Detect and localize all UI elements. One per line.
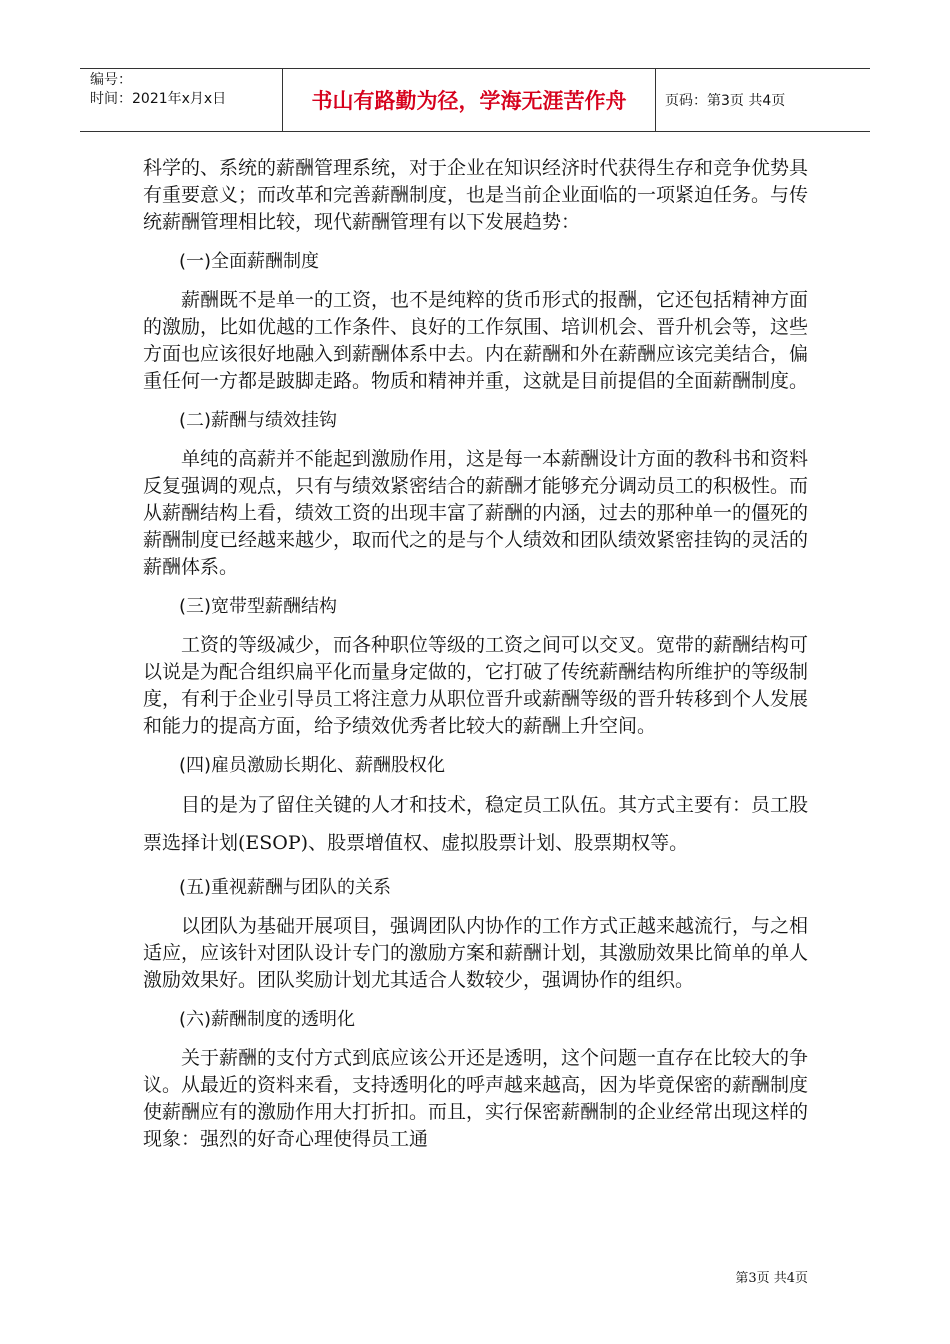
document-date: 时间：2021年x月x日 [90, 91, 227, 107]
section-heading-5: (五)重视薪酬与团队的关系 [179, 877, 392, 898]
section-heading-6: (六)薪酬制度的透明化 [179, 1009, 356, 1030]
header-page-number: 页码：第3页 共4页 [665, 93, 786, 109]
paragraph-4: 目的是为了留住关键的人才和技术，稳定员工队伍。其方式主要有：员工股票选择计划(ESOP)、股票增值权、虚拟股票计划、股票期权等。 [143, 794, 809, 854]
page-footer: 第3页 共4页 [735, 1271, 808, 1286]
section-heading-4: (四)雇员激励长期化、薪酬股权化 [179, 755, 446, 776]
section-heading-1: (一)全面薪酬制度 [179, 251, 320, 272]
page-header [80, 68, 870, 132]
section-heading-3: (三)宽带型薪酬结构 [179, 596, 338, 617]
paragraph-5: 以团队为基础开展项目，强调团队内协作的工作方式正越来越流行，与之相适应，应该针对团队设计专门的激励方案和薪酬计划，其激励效果比简单的单人激励效果好。团队奖励计划尤其适合人数较少，强调协作的组织。 [143, 915, 809, 991]
paragraph-6: 关于薪酬的支付方式到底应该公开还是透明，这个问题一直存在比较大的争议。从最近的资料来看，支持透明化的呼声越来越高，因为毕竟保密的薪酬制度使薪酬应有的激励作用大打折扣。而且，实行保密薪酬制的企业经常出现这样的现象：强烈的好奇心理使得员工通 [143, 1047, 809, 1150]
document-number: 编号： [90, 72, 132, 88]
header-motto: 书山有路勤为径，学海无涯苦作舟 [282, 69, 656, 131]
paragraph-2: 单纯的高薪并不能起到激励作用，这是每一本薪酬设计方面的教科书和资料反复强调的观点，只有与绩效紧密结合的薪酬才能够充分调动员工的积极性。而从薪酬结构上看，绩效工资的出现丰富了薪酬的内涵，过去的那种单一的僵死的薪酬制度已经越来越少，取而代之的是与个人绩效和团队绩效紧密挂钩的灵活的薪酬体系。 [143, 448, 809, 578]
header-meta [80, 69, 282, 131]
document-body [143, 155, 808, 1165]
paragraph-intro: 科学的、系统的薪酬管理系统，对于企业在知识经济时代获得生存和竞争优势具有重要意义；而改革和完善薪酬制度，也是当前企业面临的一项紧迫任务。与传统薪酬管理相比较，现代薪酬管理有以下发展趋势： [143, 157, 809, 233]
section-heading-2: (二)薪酬与绩效挂钩 [179, 410, 338, 431]
paragraph-3: 工资的等级减少，而各种职位等级的工资之间可以交叉。宽带的薪酬结构可以说是为配合组织扁平化而量身定做的，它打破了传统薪酬结构所维护的等级制度，有利于企业引导员工将注意力从职位晋升或薪酬等级的晋升转移到个人发展和能力的提高方面，给予绩效优秀者比较大的薪酬上升空间。 [143, 634, 809, 737]
paragraph-1: 薪酬既不是单一的工资，也不是纯粹的货币形式的报酬，它还包括精神方面的激励，比如优越的工作条件、良好的工作氛围、培训机会、晋升机会等，这些方面也应该很好地融入到薪酬体系中去。内在薪酬和外在薪酬应该完美结合，偏重任何一方都是跛脚走路。物质和精神并重，这就是目前提倡的全面薪酬制度。 [143, 289, 809, 392]
